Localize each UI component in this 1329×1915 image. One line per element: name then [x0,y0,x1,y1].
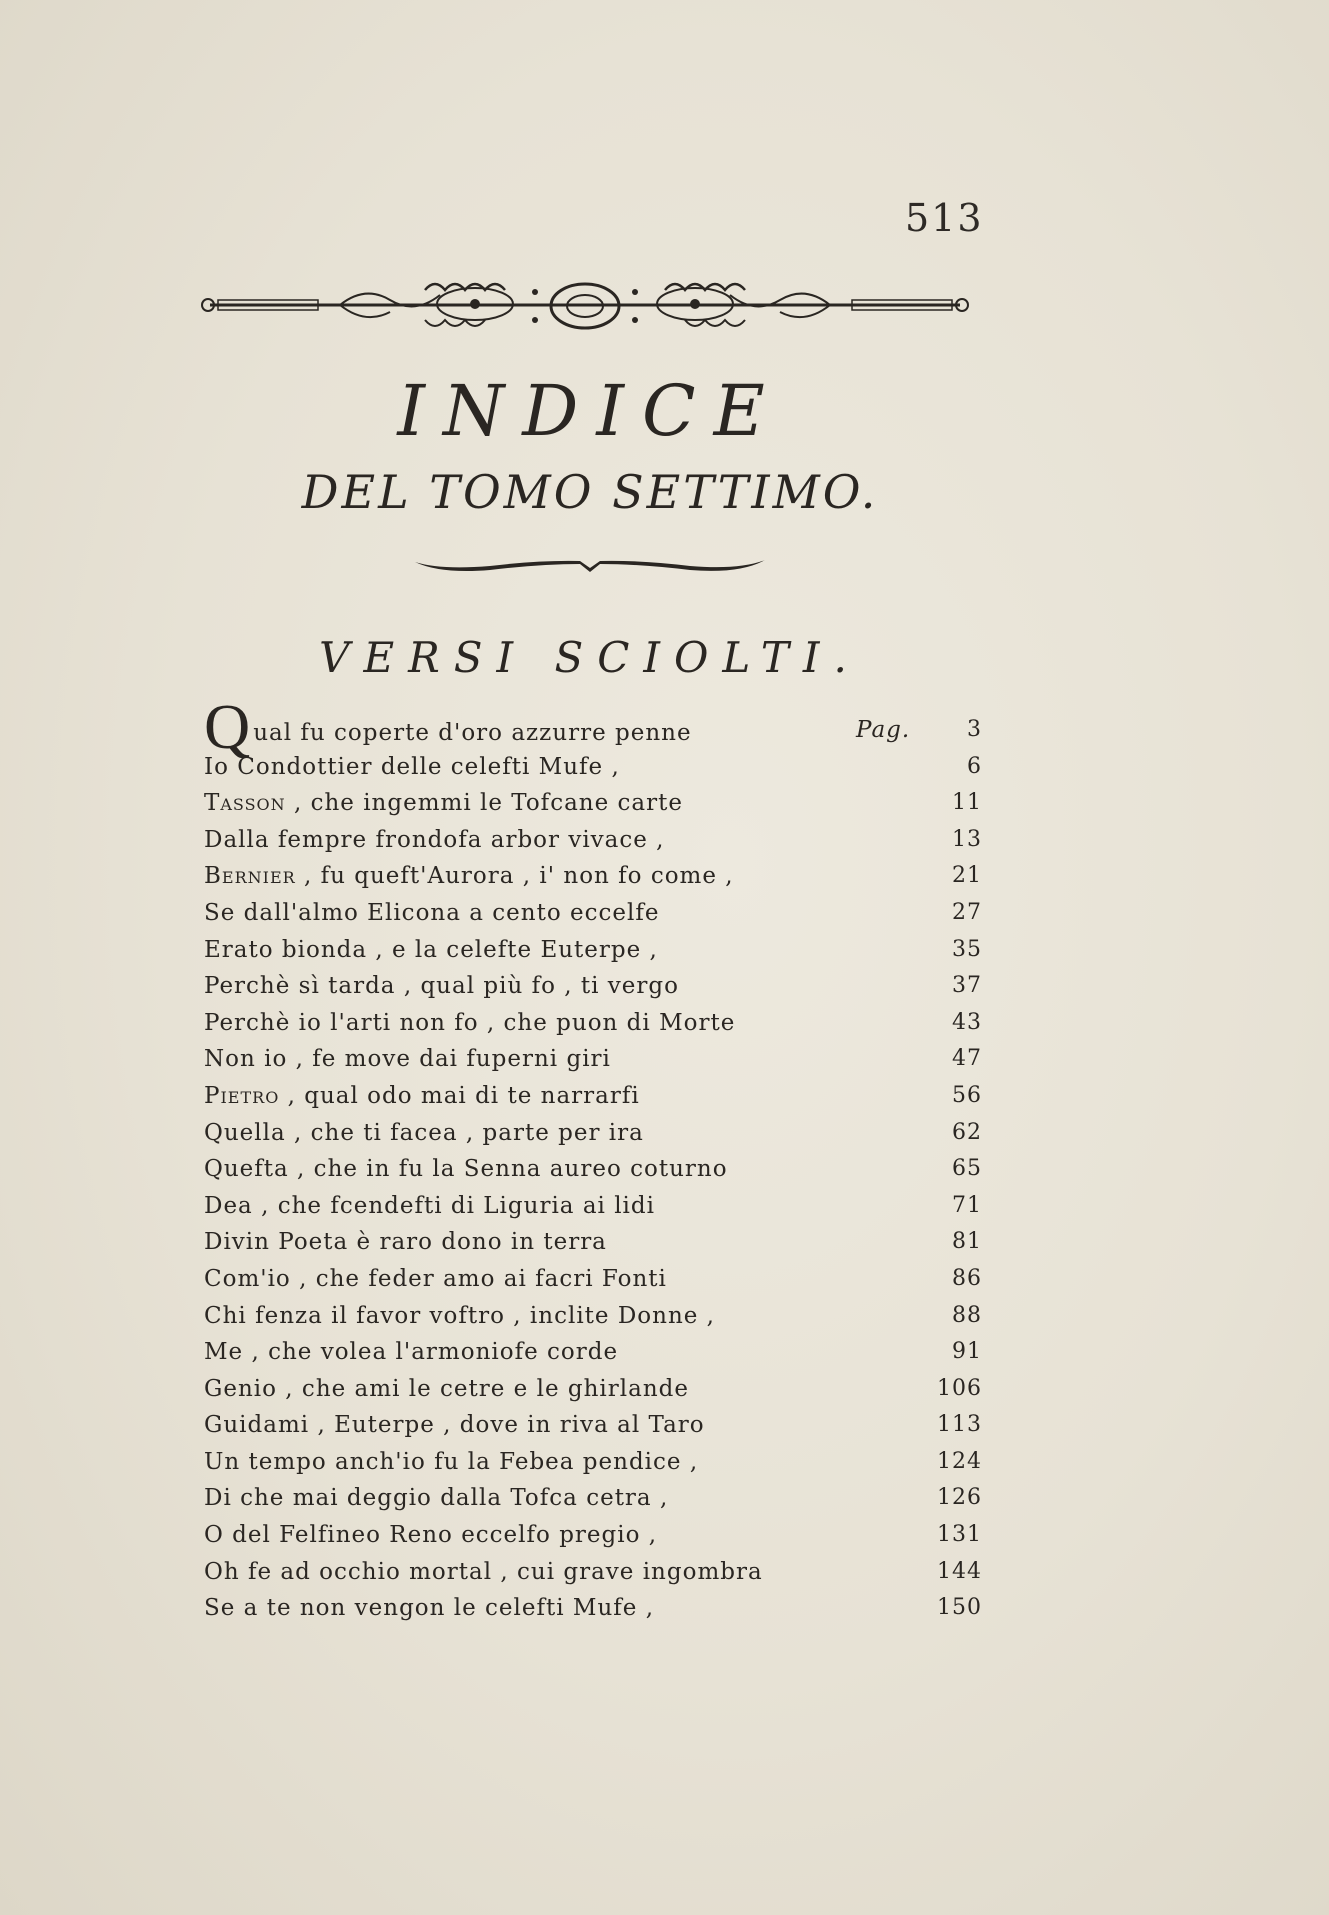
entry-first-line: Io Condottier delle celefti Mufe , [204,753,620,780]
entry-first-line: Oh fe ad occhio mortal , cui grave ingombra [204,1558,763,1585]
entry-page-number: 144 [937,1558,982,1584]
entry-first-line: Quella , che ti facea , parte per ira [204,1119,644,1146]
entry-page-number: 86 [952,1265,982,1291]
entry-text: , fu queft'Aurora , i' non fo come , [295,863,734,890]
index-entry [204,1078,984,1115]
entry-page-number: 71 [952,1192,982,1218]
entry-page-number: 43 [952,1009,982,1035]
index-entry [204,1334,984,1371]
index-entry [204,1407,984,1444]
entry-text: , che ingemmi le Tofcane carte [285,790,683,817]
entry-page-number: 13 [952,826,982,852]
entry-page-number: 150 [937,1595,982,1621]
index-entry [204,1188,984,1225]
entry-first-line: Genio , che ami le cetre e le ghirlande [204,1375,689,1402]
index-entry [204,749,984,786]
entry-name-lead: Tasson [204,790,286,817]
index-title: INDICE [397,370,783,452]
entry-page-number: 131 [937,1522,982,1548]
index-entry [204,932,984,969]
index-entry [204,895,984,932]
entry-page-number: 27 [952,899,982,925]
entry-first-line: Chi fenza il favor voftro , inclite Donne , [204,1302,715,1329]
index-entry [204,691,984,762]
entry-page-number: 56 [952,1082,982,1108]
entry-page-number: 88 [952,1302,982,1328]
entry-page-number: 35 [952,936,982,962]
entry-page-number: 106 [937,1375,982,1401]
entry-first-line: Di che mai deggio dalla Tofca cetra , [204,1485,669,1512]
index-entry [204,785,984,822]
section-heading: VERSI SCIOLTI. [319,633,861,682]
index-entry [204,858,984,895]
entry-first-line: Divin Poeta è raro dono in terra [204,1229,607,1256]
entry-first-line: Perchè io l'arti non fo , che puon di Morte [204,1009,736,1036]
entry-first-line: O del Felfineo Reno eccelfo pregio , [204,1522,658,1549]
entry-first-line: Erato bionda , e la celefte Euterpe , [204,936,658,963]
page-number: 513 [905,196,984,240]
entry-first-line: Un tempo anch'io fu la Febea pendice , [204,1448,699,1475]
entry-text: ual fu coperte d'oro azzurre penne [253,720,692,746]
entry-first-line: Quefta , che in fu la Senna aureo coturno [204,1156,728,1183]
drop-cap: Q [204,691,252,762]
index-entry [204,1115,984,1152]
index-entry [204,1298,984,1335]
index-entry [204,1554,984,1591]
entry-page-number: 126 [937,1485,982,1511]
index-entry [204,968,984,1005]
index-entry [204,1041,984,1078]
entry-page-number: 6 [967,753,982,779]
index-entry [204,1005,984,1042]
entry-name-lead: Bernier [204,863,296,890]
decorative-headpiece-ornament [190,270,980,340]
index-entry [204,1590,984,1627]
entry-page-number: 11 [952,790,982,816]
entry-first-line: Se dall'almo Elicona a cento eccelfe [204,899,660,926]
entry-page-number: 21 [952,863,982,889]
entry-page-number: 47 [952,1046,982,1072]
entry-page-number: 65 [952,1156,982,1182]
index-entry [204,1444,984,1481]
entry-page-number: 113 [937,1412,982,1438]
entry-first-line: Perchè sì tarda , qual più fo , ti vergo [204,973,679,1000]
entry-page-number: 37 [952,973,982,999]
entry-page-number: 3 [967,717,982,742]
decorative-rule-ornament [410,550,770,580]
index-entry [204,1261,984,1298]
entry-first-line [204,785,683,822]
index-entries-list [204,691,984,1627]
entry-first-line: Non io , fe move dai fuperni giri [204,1046,611,1073]
entry-first-line: Dea , che fcendefti di Liguria ai lidi [204,1192,655,1219]
index-entry [204,1480,984,1517]
volume-subtitle: DEL TOMO SETTIMO. [301,465,879,519]
entry-page-number: 62 [952,1119,982,1145]
entry-first-line: Dalla fempre frondofa arbor vivace , [204,826,665,853]
entry-name-lead: Pietro [204,1082,280,1109]
index-entry [204,1517,984,1554]
entry-first-line: Se a te non vengon le celefti Mufe , [204,1595,655,1622]
entry-page-number: 91 [952,1339,982,1365]
entry-first-line: Guidami , Euterpe , dove in riva al Taro [204,1412,705,1439]
index-entry [204,1151,984,1188]
index-entry [204,1224,984,1261]
entry-page-number: 124 [937,1448,982,1474]
entry-text: , qual odo mai di te narrarfi [279,1082,640,1109]
index-entry [204,1371,984,1408]
pag-label: Pag. [856,717,911,743]
entry-first-line [204,1078,640,1115]
entry-first-line [204,691,692,762]
entry-first-line [204,858,734,895]
index-entry [204,822,984,859]
entry-first-line: Me , che volea l'armoniofe corde [204,1339,619,1366]
entry-page-number: 81 [952,1229,982,1255]
entry-first-line: Com'io , che feder amo ai facri Fonti [204,1265,667,1292]
